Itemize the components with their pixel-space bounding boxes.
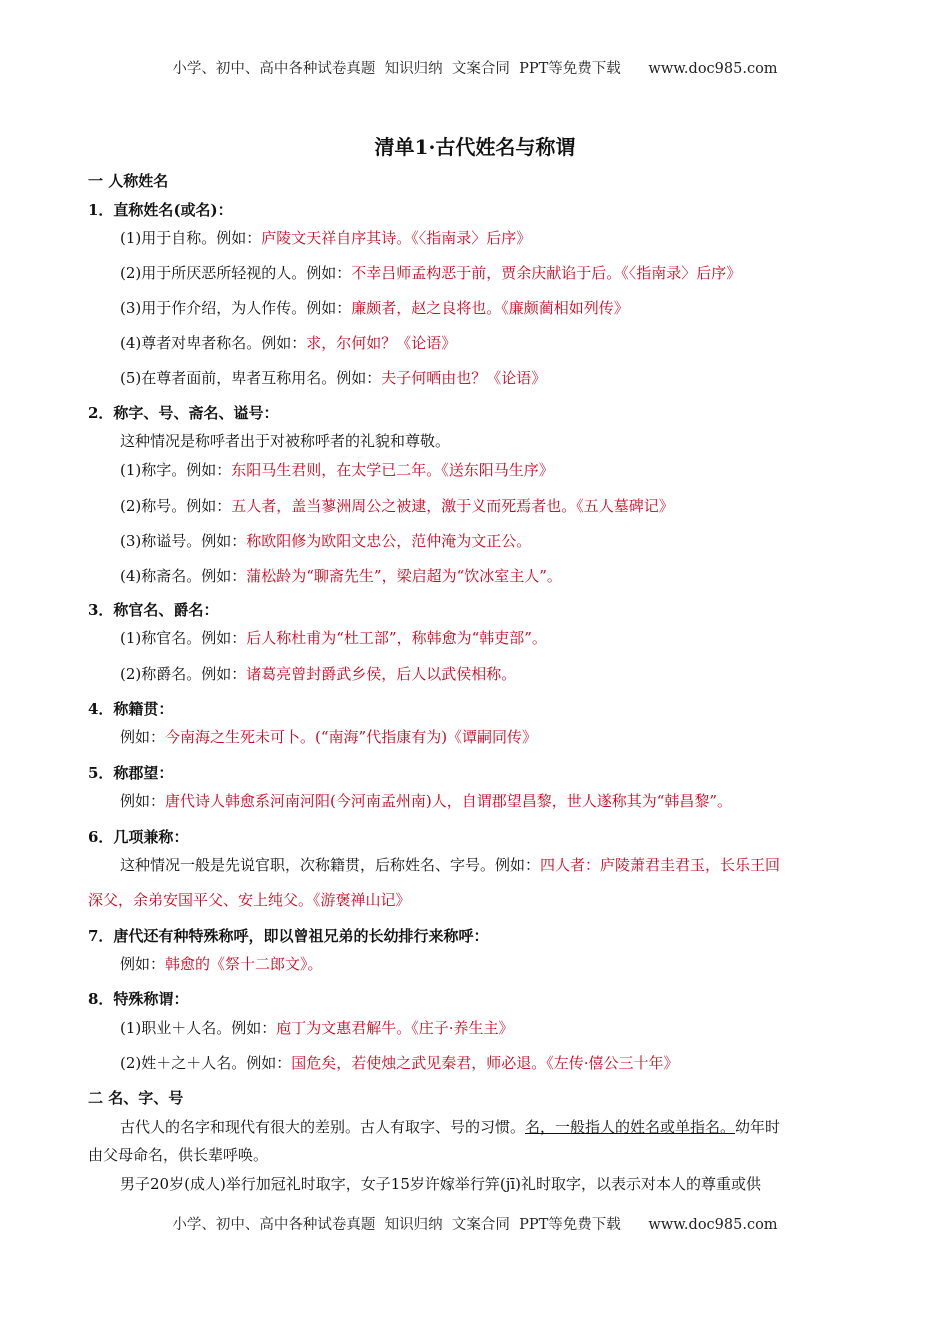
- list-item: [120, 228, 950, 248]
- section-heading-2: 二 名、字、号: [88, 1089, 184, 1107]
- list-item: [120, 368, 950, 388]
- item-label: 例如：: [120, 792, 166, 810]
- item-label: (1)用于自称。例如：: [120, 229, 262, 247]
- list-item: [120, 954, 950, 974]
- item-example: 庐陵文天祥自序其诗。《〈指南录〉后序》: [261, 229, 532, 247]
- item-example: 四人者：庐陵萧君圭君玉，长乐王回: [540, 856, 781, 874]
- list-item: [120, 263, 950, 283]
- item-example: 韩愈的《祭十二郎文》。: [165, 955, 323, 973]
- item-label: (1)称字。例如：: [120, 461, 232, 479]
- paragraph-line: [120, 1117, 950, 1137]
- item-example: 夫子何哂由也？《论语》: [381, 369, 547, 387]
- list-item: [120, 496, 950, 516]
- item-label: (2)姓＋之＋人名。例如：: [120, 1054, 292, 1072]
- subsection-6-title: 6．几项兼称：: [88, 828, 189, 846]
- item-label: (5)在尊者面前，卑者互称用名。例如：: [120, 369, 382, 387]
- subsection-3-title: 3．称官名、爵名：: [88, 601, 219, 619]
- paragraph-line: [120, 855, 950, 875]
- list-item: [120, 1018, 950, 1038]
- item-example: 五人者，盖当蓼洲周公之被逮，激于义而死焉者也。《五人墓碑记》: [231, 497, 674, 515]
- item-example: 不幸吕师孟构恶于前，贾余庆献谄于后。《〈指南录〉后序》: [351, 264, 742, 282]
- item-example: 东阳马生君则，在太学已二年。《送东阳马生序》: [231, 461, 554, 479]
- list-item: [120, 791, 950, 811]
- item-label: (1)称官名。例如：: [120, 629, 247, 647]
- item-label: (3)称谥号。例如：: [120, 532, 247, 550]
- item-label: (3)用于作介绍，为人作传。例如：: [120, 299, 352, 317]
- list-item: [120, 333, 950, 353]
- item-label: (2)称爵名。例如：: [120, 665, 247, 683]
- page-header: 小学、初中、高中各种试卷真题 知识归纳 文案合同 PPT等免费下载 www.doc985.com: [172, 61, 778, 77]
- item-label: (1)职业＋人名。例如：: [120, 1019, 277, 1037]
- item-example: 庖丁为文惠君解牛。《庄子·养生主》: [276, 1019, 514, 1037]
- list-item: [120, 460, 950, 480]
- paragraph-text: 幼年时: [735, 1118, 781, 1136]
- list-item: [120, 727, 950, 747]
- item-label: 例如：: [120, 955, 166, 973]
- subsection-2-intro: 这种情况是称呼者出于对被称呼者的礼貌和尊敬。: [120, 432, 451, 450]
- subsection-7-title: 7．唐代还有种特殊称呼，即以曾祖兄弟的长幼排行来称呼：: [88, 927, 489, 945]
- paragraph-line: 由父母命名，供长辈呼唤。: [88, 1146, 269, 1164]
- page-title: 清单1·古代姓名与称谓: [374, 135, 576, 159]
- item-example: 后人称杜甫为“杜工部”，称韩愈为“韩吏部”。: [246, 629, 547, 647]
- item-label: (2)称号。例如：: [120, 497, 232, 515]
- paragraph-line: 男子20岁(成人)举行加冠礼时取字，女子15岁许嫁举行笄(jī)礼时取字，以表示对本人的尊重或供: [120, 1175, 762, 1193]
- item-example: 求，尔何如？《论语》: [306, 334, 457, 352]
- item-example: 廉颇者，赵之良将也。《廉颇蔺相如列传》: [351, 299, 629, 317]
- list-item: [120, 628, 950, 648]
- item-label: 例如：: [120, 728, 166, 746]
- item-example: 称欧阳修为欧阳文忠公，范仲淹为文正公。: [246, 532, 532, 550]
- subsection-2-title: 2．称字、号、斋名、谥号：: [88, 404, 279, 422]
- item-example: 今南海之生死未可卜。(“南海”代指康有为)《谭嗣同传》: [165, 728, 538, 746]
- subsection-5-title: 5．称郡望：: [88, 764, 174, 782]
- list-item: [120, 566, 950, 586]
- underlined-text: 名，一般指人的姓名或单指名。: [525, 1118, 736, 1136]
- item-example: 蒲松龄为“聊斋先生”，梁启超为“饮冰室主人”。: [246, 567, 562, 585]
- item-example-continued: 深父，余弟安国平父、安上纯父。《游褒禅山记》: [88, 891, 411, 909]
- subsection-4-title: 4．称籍贯：: [88, 700, 174, 718]
- paragraph-text: 古代人的名字和现代有很大的差别。古人有取字、号的习惯。: [120, 1118, 526, 1136]
- list-item: [120, 298, 950, 318]
- item-example: 唐代诗人韩愈系河南河阳(今河南孟州南)人，自谓郡望昌黎，世人遂称其为“韩昌黎”。: [165, 792, 733, 810]
- item-example: 诸葛亮曾封爵武乡侯，后人以武侯相称。: [246, 665, 517, 683]
- subsection-1-title: 1．直称姓名(或名)：: [88, 201, 233, 219]
- item-example: 国危矣，若使烛之武见秦君，师必退。《左传·僖公三十年》: [291, 1054, 679, 1072]
- item-label: (4)称斋名。例如：: [120, 567, 247, 585]
- item-label: (2)用于所厌恶所轻视的人。例如：: [120, 264, 352, 282]
- list-item: [120, 664, 950, 684]
- item-label: (4)尊者对卑者称名。例如：: [120, 334, 307, 352]
- page-footer: 小学、初中、高中各种试卷真题 知识归纳 文案合同 PPT等免费下载 www.doc985.com: [172, 1217, 778, 1233]
- list-item: [120, 1053, 950, 1073]
- list-item: [120, 531, 950, 551]
- section-heading-1: 一 人称姓名: [88, 172, 169, 190]
- subsection-8-title: 8．特殊称谓：: [88, 990, 189, 1008]
- paragraph-text: 这种情况一般是先说官职，次称籍贯，后称姓名、字号。例如：: [120, 856, 541, 874]
